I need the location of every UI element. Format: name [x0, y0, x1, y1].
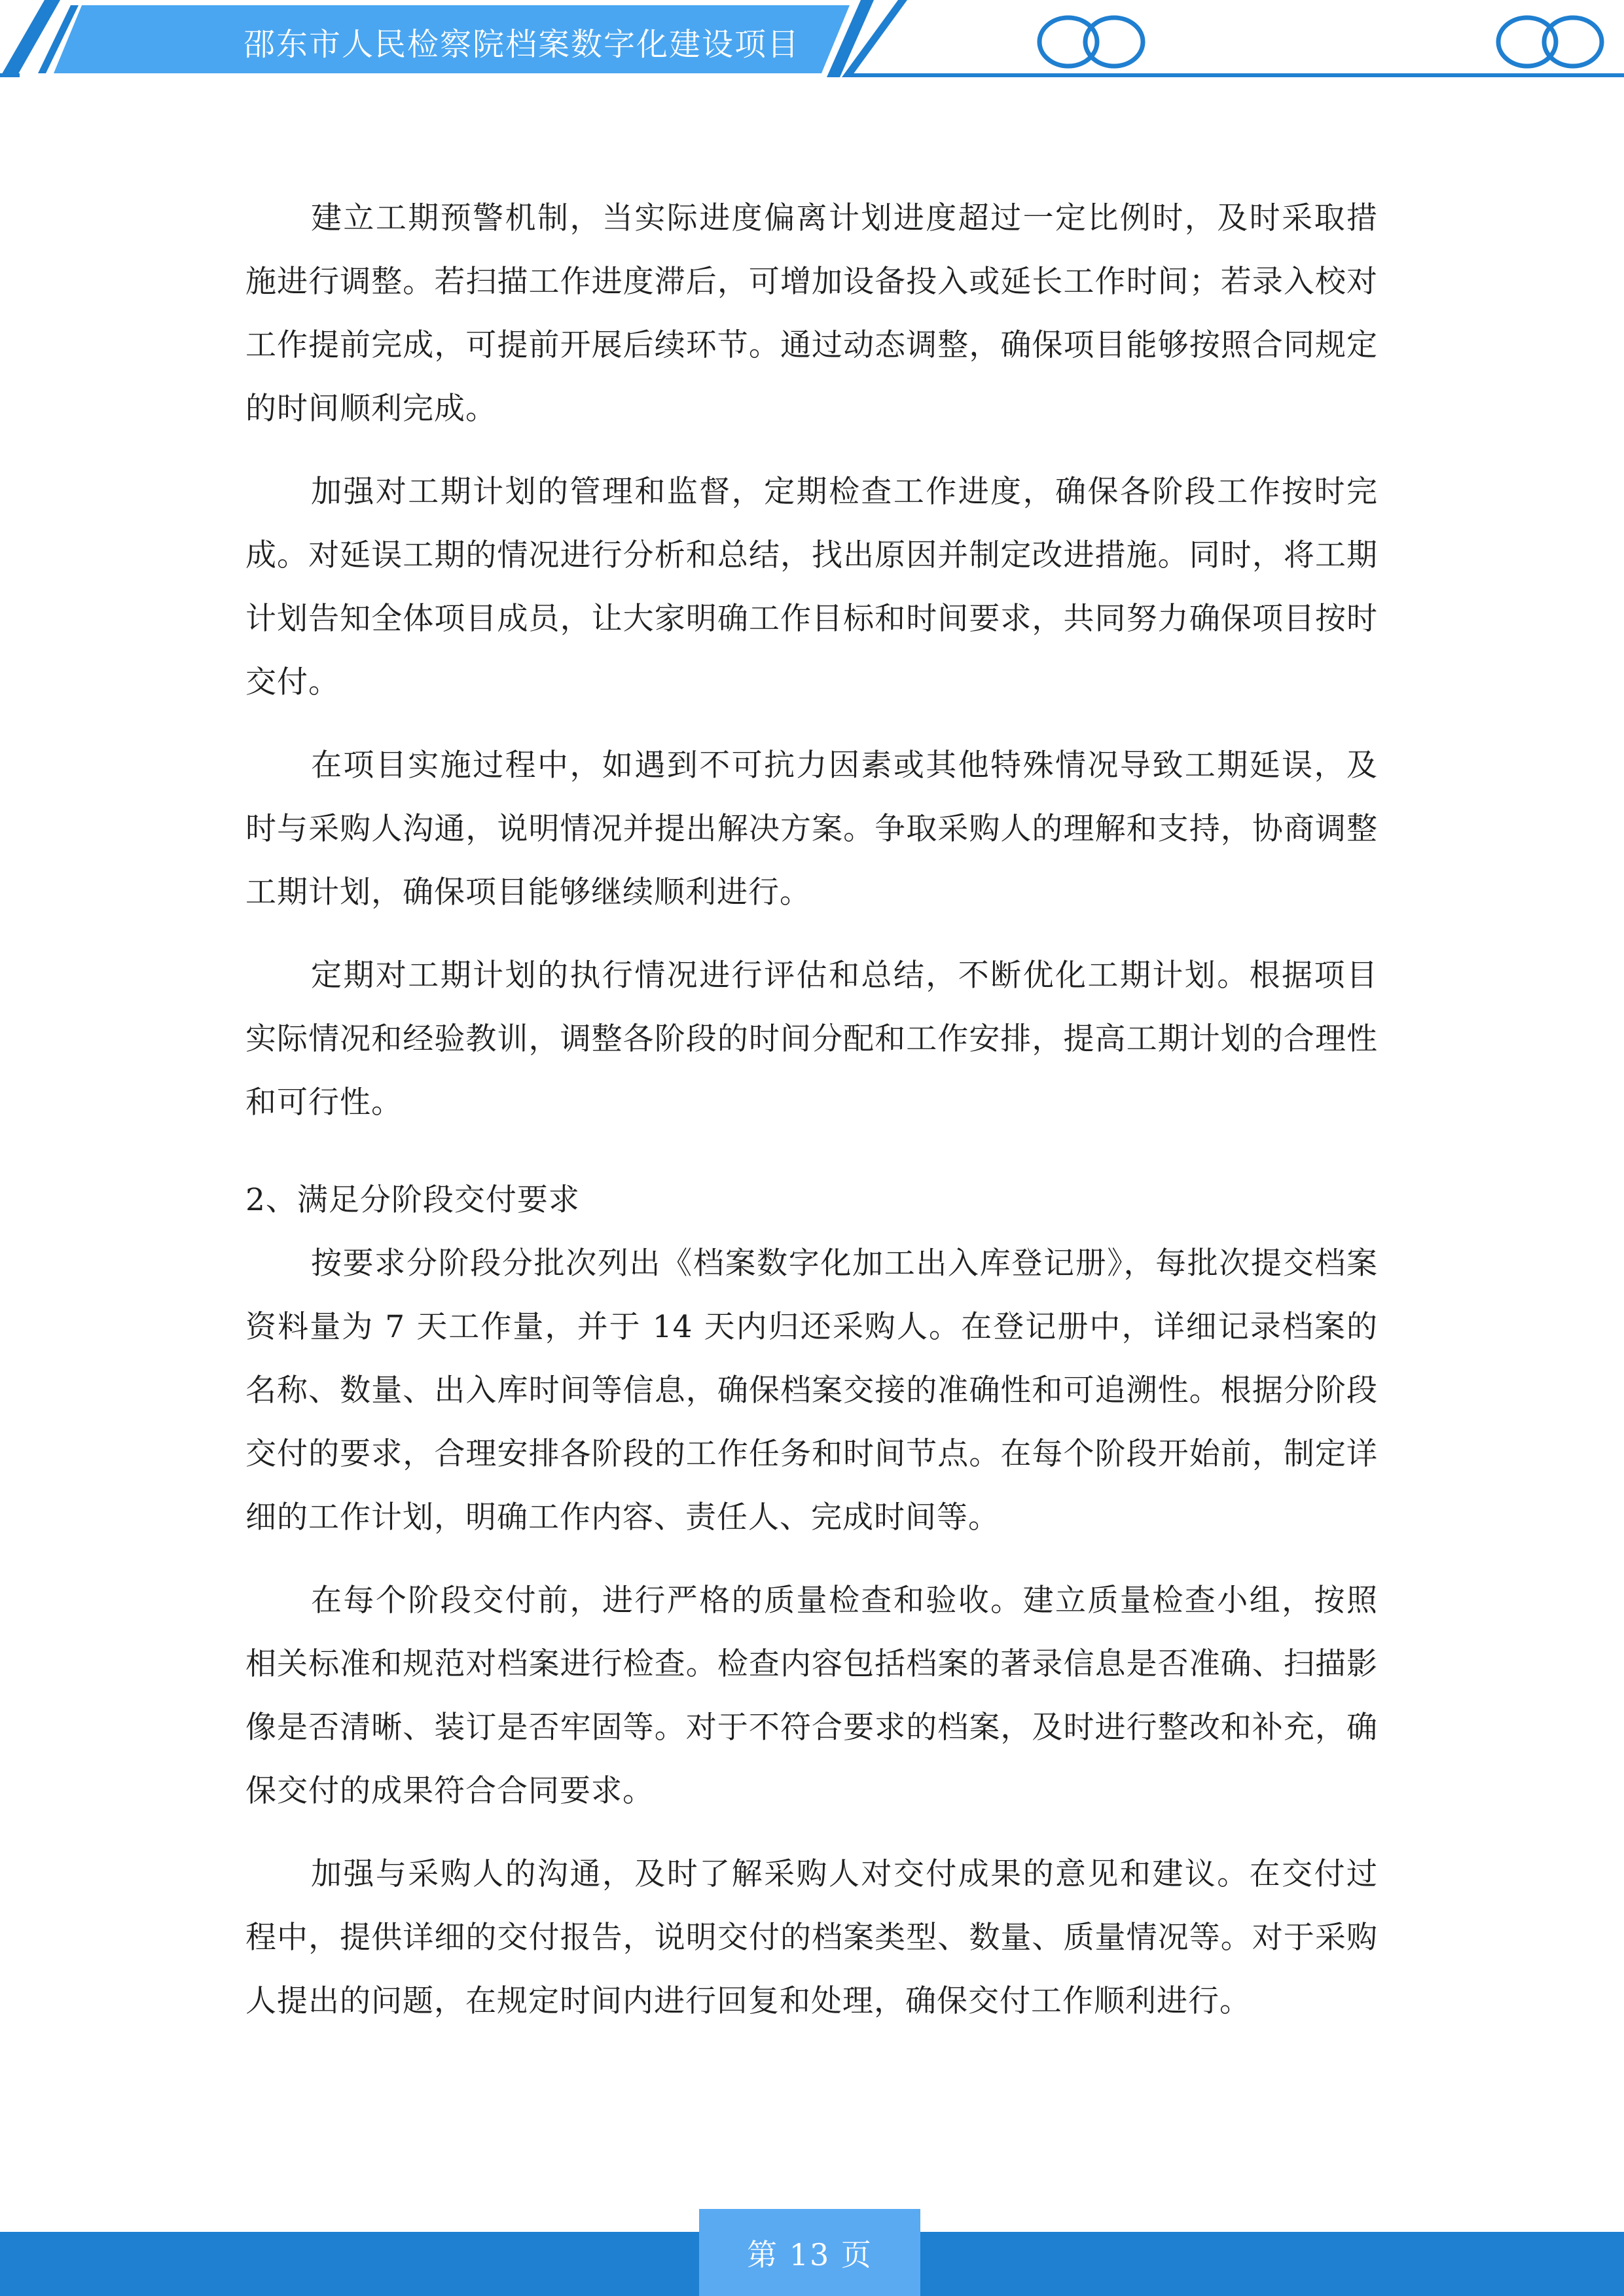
header-underline-left [0, 73, 20, 77]
header-underline [844, 73, 1624, 77]
double-ring-logo-icon [1039, 18, 1143, 66]
paragraph: 在每个阶段交付前，进行严格的质量检查和验收。建立质量检查小组，按照相关标准和规范对档案进行检查。检查内容包括档案的著录信息是否准确、扫描影像是否清晰、装订是否牢固等。对于不符合要求的档案，及时进行整改和补充，确保交付的成果符合合同要求。 [245, 1583, 1378, 1809]
document-body [245, 187, 1378, 2053]
section-heading: 2、满足分阶段交付要求 [245, 1182, 580, 1218]
paragraph: 加强对工期计划的管理和监督，定期检查工作进度，确保各阶段工作按时完成。对延误工期的情况进行分析和总结，找出原因并制定改进措施。同时，将工期计划告知全体项目成员，让大家明确工作目标和时间要求，共同努力确保项目按时交付。 [245, 474, 1378, 700]
paragraph: 加强与采购人的沟通，及时了解采购人对交付成果的意见和建议。在交付过程中，提供详细的交付报告，说明交付的档案类型、数量、质量情况等。对于采购人提出的问题，在规定时间内进行回复和处理，确保交付工作顺利进行。 [245, 1856, 1378, 2019]
page-header [0, 0, 1624, 85]
header-left-stripe [0, 0, 60, 77]
paragraph: 在项目实施过程中，如遇到不可抗力因素或其他特殊情况导致工期延误，及时与采购人沟通，说明情况并提出解决方案。争取采购人的理解和支持，协商调整工期计划，确保项目能够继续顺利进行。 [245, 747, 1378, 910]
paragraph: 建立工期预警机制，当实际进度偏离计划进度超过一定比例时，及时采取措施进行调整。若扫描工作进度滞后，可增加设备投入或延长工作时间；若录入校对工作提前完成，可提前开展后续环节。通过动态调整，确保项目能够按照合同规定的时间顺利完成。 [245, 200, 1378, 427]
paragraph: 定期对工期计划的执行情况进行评估和总结，不断优化工期计划。根据项目实际情况和经验教训，调整各阶段的时间分配和工作安排，提高工期计划的合理性和可行性。 [245, 958, 1378, 1121]
page-number-box [699, 2209, 920, 2296]
paragraph: 按要求分阶段分批次列出《档案数字化加工出入库登记册》，每批次提交档案资料量为 7 天工作量，并于 14 天内归还采购人。在登记册中，详细记录档案的名称、数量、出入库时间等信息，确保档案交接的准确性和可追溯性。根据分阶段交付的要求，合理安排各阶段的工作任务和时间节点。在每个阶段开始前，制定详细的工作计划，明确工作内容、责任人、完成时间等。 [245, 1246, 1378, 1535]
header-title: 邵东市人民检察院档案数字化建设项目 [244, 26, 801, 63]
page-number: 第 13 页 [747, 2236, 873, 2272]
double-ring-logo-icon [1498, 18, 1602, 66]
